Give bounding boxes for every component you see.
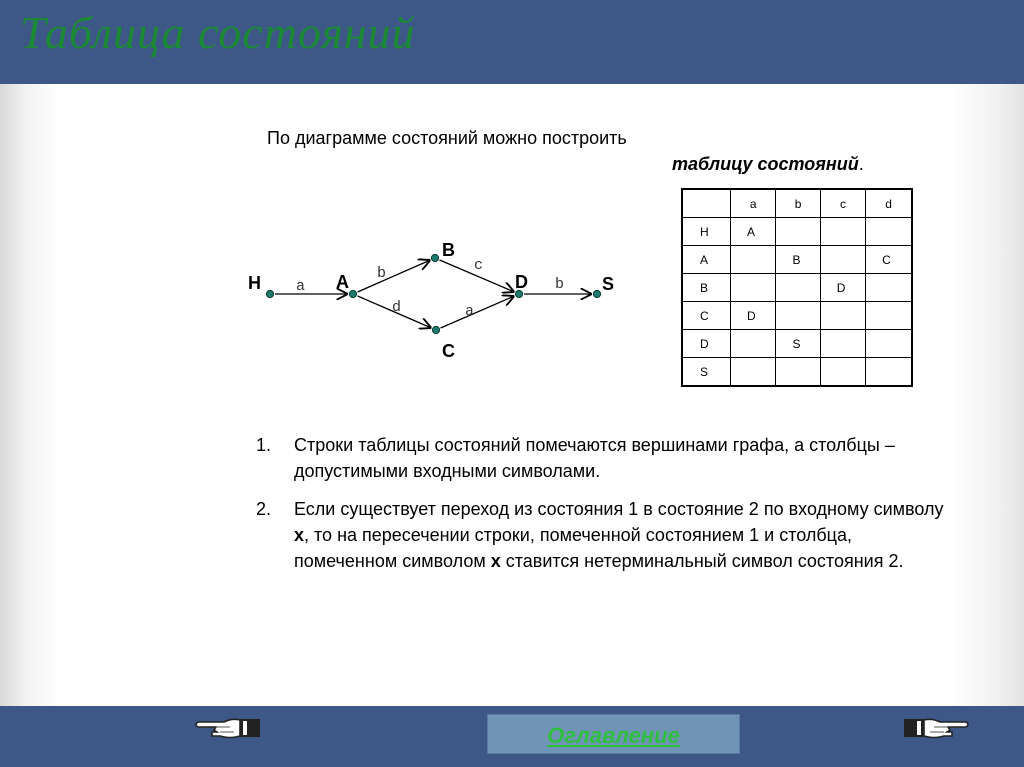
- table-cell: [820, 218, 865, 246]
- state-table: [681, 188, 913, 387]
- table-cell: [866, 218, 912, 246]
- table-cell: [820, 358, 865, 387]
- rule-text-part: ставится нетерминальный символ состояния 2.: [500, 551, 904, 571]
- table-cell: [731, 330, 776, 358]
- rule-number: 2.: [256, 499, 272, 519]
- table-header-cell: d: [866, 189, 912, 218]
- table-cell: [776, 218, 820, 246]
- table-row: [682, 358, 912, 387]
- rule-item-2: [256, 496, 946, 574]
- rule-item-1: [256, 432, 946, 484]
- transition-symbol: c: [474, 257, 484, 274]
- state-label: S: [602, 274, 615, 294]
- table-cell: B: [776, 246, 820, 274]
- rule-text-part: , то на пересечении строки, помеченной состоянием 1 и столбца, помеченном символом: [294, 525, 852, 571]
- header-bar: [0, 0, 1024, 84]
- table-cell: [866, 274, 912, 302]
- rules-list: [256, 432, 946, 586]
- rule-text: Строки таблицы состояний помечаются вершинами графа, а столбцы –допустимыми входными символами.: [294, 435, 895, 481]
- slide-body: [0, 84, 1024, 706]
- rule-number: 1.: [256, 435, 272, 455]
- table-row: [682, 302, 912, 330]
- toc-button[interactable]: [487, 714, 740, 754]
- state-label: H: [248, 273, 261, 293]
- table-row: [682, 218, 912, 246]
- state-node-a: [349, 290, 356, 297]
- symbol-x: x: [294, 525, 305, 545]
- table-cell: [731, 274, 776, 302]
- transition-symbol: a: [465, 303, 475, 320]
- symbol-x: x: [490, 551, 501, 571]
- toc-link[interactable]: Оглавление: [547, 723, 680, 748]
- transition-symbol: d: [392, 299, 402, 316]
- transition-symbol: b: [555, 276, 565, 293]
- state-label: B: [442, 240, 455, 260]
- table-header-row: [682, 189, 912, 218]
- state-diagram: [240, 230, 640, 370]
- transition-arrow-c-d: [441, 296, 515, 328]
- table-cell: D: [820, 274, 865, 302]
- transition-arrow-a-b: [358, 260, 431, 292]
- table-cell: [776, 302, 820, 330]
- state-node-s: [593, 290, 600, 297]
- table-cell: [820, 330, 865, 358]
- table-cell: C: [866, 246, 912, 274]
- state-node-c: [432, 326, 439, 333]
- row-state-cell: D: [682, 330, 731, 358]
- table-cell: [820, 302, 865, 330]
- table-cell: [866, 330, 912, 358]
- table-cell: A: [731, 218, 776, 246]
- table-cell: [776, 358, 820, 387]
- table-cell: D: [731, 302, 776, 330]
- table-cell: [731, 358, 776, 387]
- transition-symbol: a: [296, 278, 306, 295]
- state-label: D: [515, 272, 528, 292]
- intro-line-2: [672, 154, 864, 175]
- table-row: [682, 246, 912, 274]
- state-node-h: [266, 290, 273, 297]
- state-label: C: [442, 341, 455, 361]
- row-state-cell: H: [682, 218, 731, 246]
- rule-text-part: Если существует переход из состояния 1 в состояние 2 по входному символу: [294, 499, 944, 519]
- table-row: [682, 330, 912, 358]
- table-cell: S: [776, 330, 820, 358]
- table-header-cell: a: [731, 189, 776, 218]
- table-cell: [776, 274, 820, 302]
- table-header-cell: [682, 189, 731, 218]
- table-cell: [820, 246, 865, 274]
- table-cell: [866, 302, 912, 330]
- page-title: Таблица состояний: [20, 7, 416, 58]
- intro-emphasis: таблицу состояний: [672, 154, 859, 174]
- intro-line-1: По диаграмме состояний можно построить: [267, 128, 627, 148]
- transition-symbol: b: [377, 265, 387, 282]
- row-state-cell: B: [682, 274, 731, 302]
- table-cell: [731, 246, 776, 274]
- pointing-hand-right-icon[interactable]: [190, 711, 264, 745]
- row-state-cell: C: [682, 302, 731, 330]
- row-state-cell: S: [682, 358, 731, 387]
- pointing-hand-left-icon[interactable]: [900, 711, 974, 745]
- state-node-b: [431, 254, 438, 261]
- row-state-cell: A: [682, 246, 731, 274]
- table-row: [682, 274, 912, 302]
- table-header-cell: b: [776, 189, 820, 218]
- table-cell: [866, 358, 912, 387]
- intro-tail: .: [858, 154, 864, 174]
- table-header-cell: c: [820, 189, 865, 218]
- state-label: A: [336, 272, 349, 292]
